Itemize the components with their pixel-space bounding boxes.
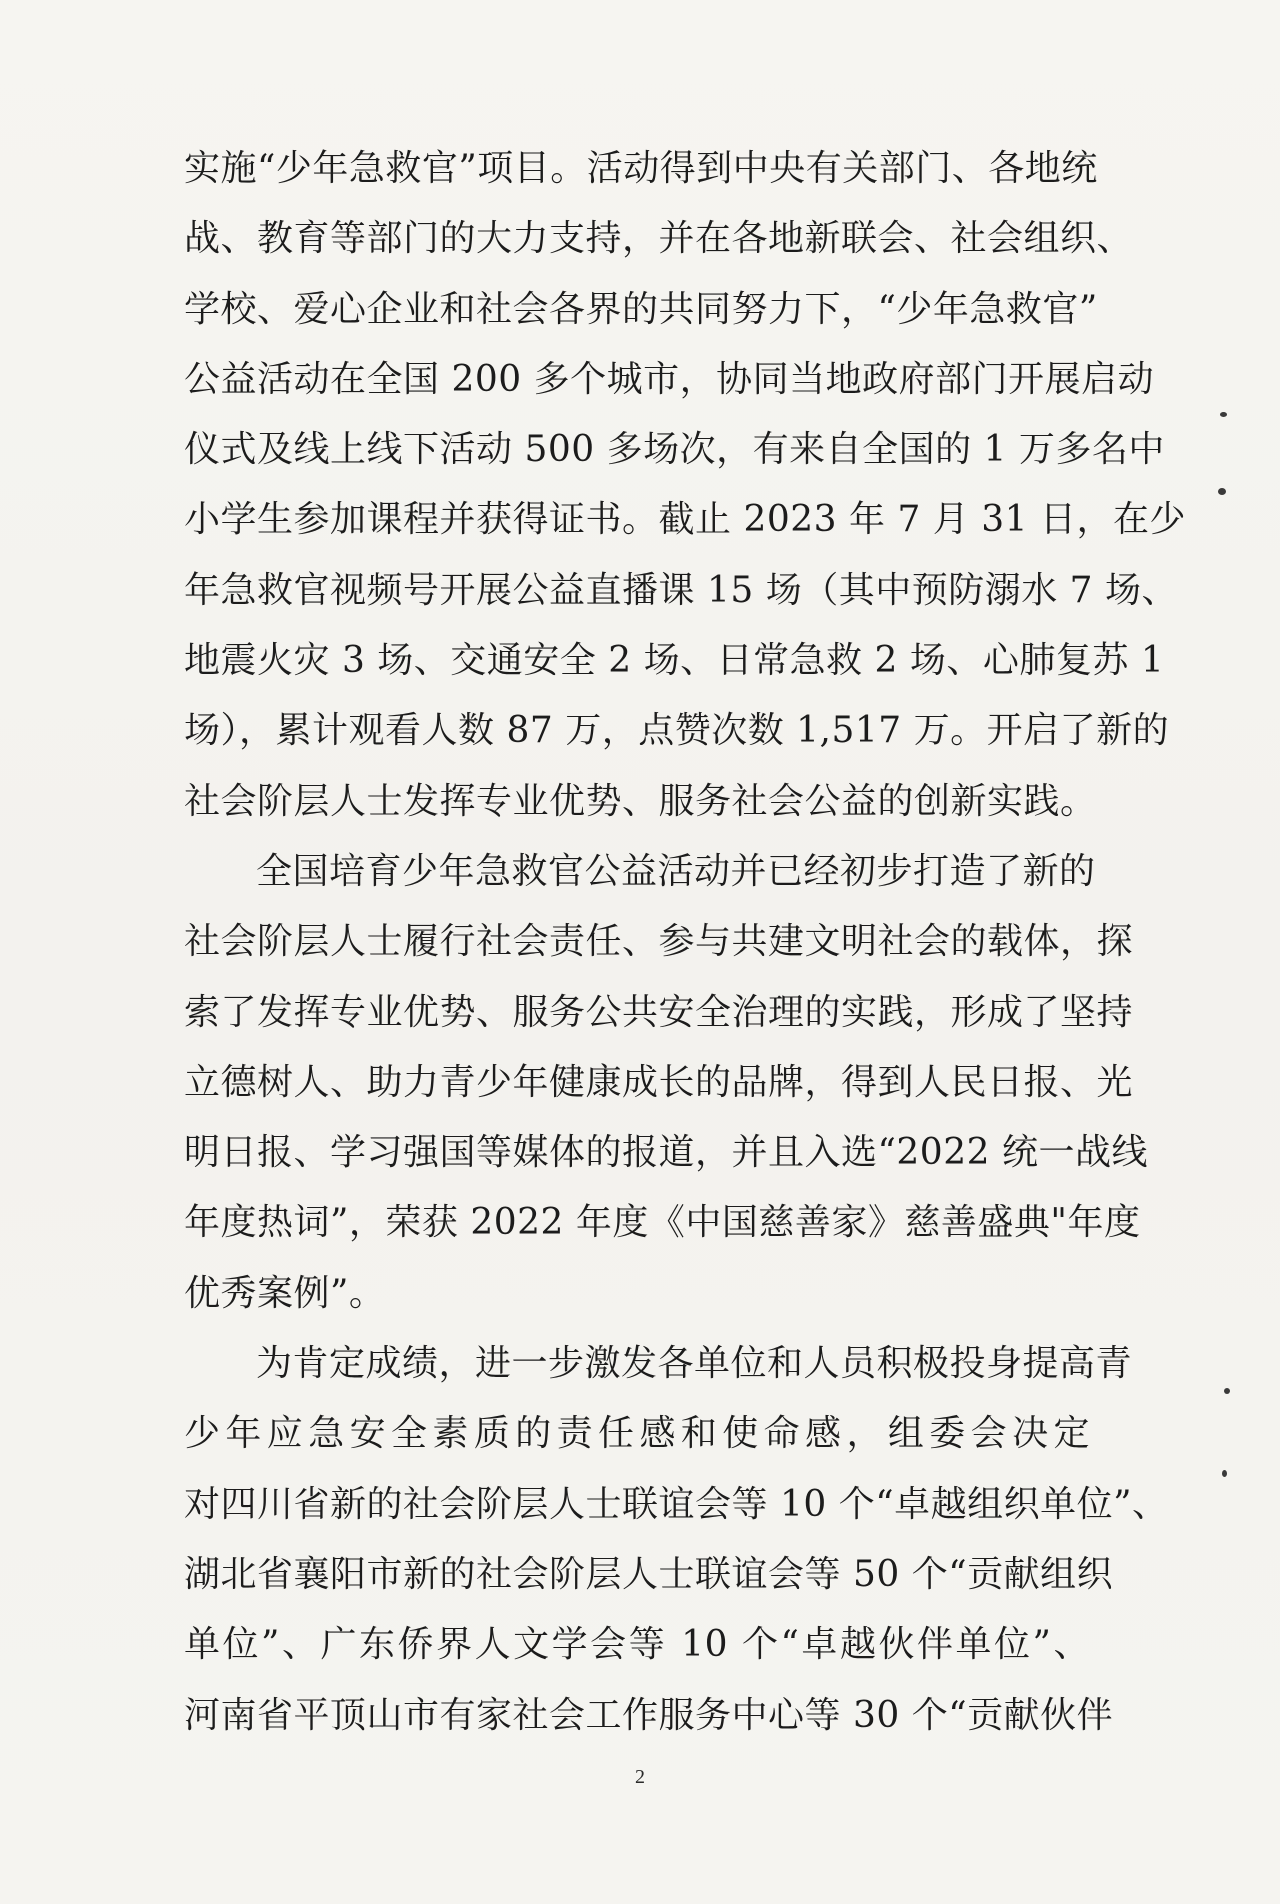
- scan-speck: [1218, 488, 1226, 495]
- text-line: 地震火灾 3 场、交通安全 2 场、日常急救 2 场、心肺复苏 1: [184, 640, 1165, 682]
- text-line: 小学生参加课程并获得证书。截止 2023 年 7 月 31 日，在少: [184, 499, 1186, 541]
- text-line: 立德树人、助力青少年健康成长的品牌，得到人民日报、光: [184, 1061, 1134, 1103]
- scan-speck: [1220, 412, 1227, 417]
- text-line: 年急救官视频号开展公益直播课 15 场（其中预防溺水 7 场、: [184, 569, 1178, 611]
- text-line: 仪式及线上线下活动 500 多场次，有来自全国的 1 万多名中: [184, 429, 1165, 471]
- scan-speck: [1224, 1388, 1230, 1394]
- text-line: 战、教育等部门的大力支持，并在各地新联会、社会组织、: [184, 218, 1134, 260]
- document-body: [184, 134, 1186, 1751]
- text-line: 对四川省新的社会阶层人士联谊会等 10 个“卓越组织单位”、: [184, 1483, 1169, 1525]
- text-line: 优秀案例”。: [184, 1272, 386, 1314]
- text-line: 实施“少年急救官”项目。活动得到中央有关部门、各地统: [184, 148, 1098, 189]
- text-line: 年度热词”，荣获 2022 年度《中国慈善家》慈善盛典"年度: [184, 1202, 1141, 1244]
- text-line: 少年应急安全素质的责任感和使命感，组委会决定: [184, 1413, 1090, 1455]
- text-line: 为肯定成绩，进一步激发各单位和人员积极投身提高青: [256, 1343, 1133, 1385]
- text-line: 公益活动在全国 200 多个城市，协同当地政府部门开展启动: [184, 358, 1155, 400]
- text-line: 场），累计观看人数 87 万，点赞次数 1,517 万。开启了新的: [184, 710, 1170, 752]
- text-line: 全国培育少年急救官公益活动并已经初步打造了新的: [256, 850, 1096, 892]
- text-line: 社会阶层人士履行社会责任、参与共建文明社会的载体，探: [184, 921, 1134, 963]
- text-line: 社会阶层人士发挥专业优势、服务社会公益的创新实践。: [184, 780, 1097, 822]
- paragraph-2: [184, 837, 1148, 1329]
- text-line: 湖北省襄阳市新的社会阶层人士联谊会等 50 个“贡献组织: [184, 1553, 1114, 1595]
- page-number: 2: [635, 1766, 645, 1788]
- text-line: 明日报、学习强国等媒体的报道，并且入选“2022 统一战线: [184, 1132, 1148, 1174]
- text-line: 索了发挥专业优势、服务公共安全治理的实践，形成了坚持: [184, 991, 1134, 1033]
- paragraph-1: [184, 134, 1186, 837]
- scan-speck: [1222, 1470, 1227, 1477]
- paragraph-3: [184, 1329, 1169, 1751]
- text-line: 单位”、广东侨界人文学会等 10 个“卓越伙伴单位”、: [184, 1624, 1090, 1666]
- text-line: 河南省平顶山市有家社会工作服务中心等 30 个“贡献伙伴: [184, 1694, 1114, 1736]
- text-line: 学校、爱心企业和社会各界的共同努力下，“少年急救官”: [184, 288, 1098, 330]
